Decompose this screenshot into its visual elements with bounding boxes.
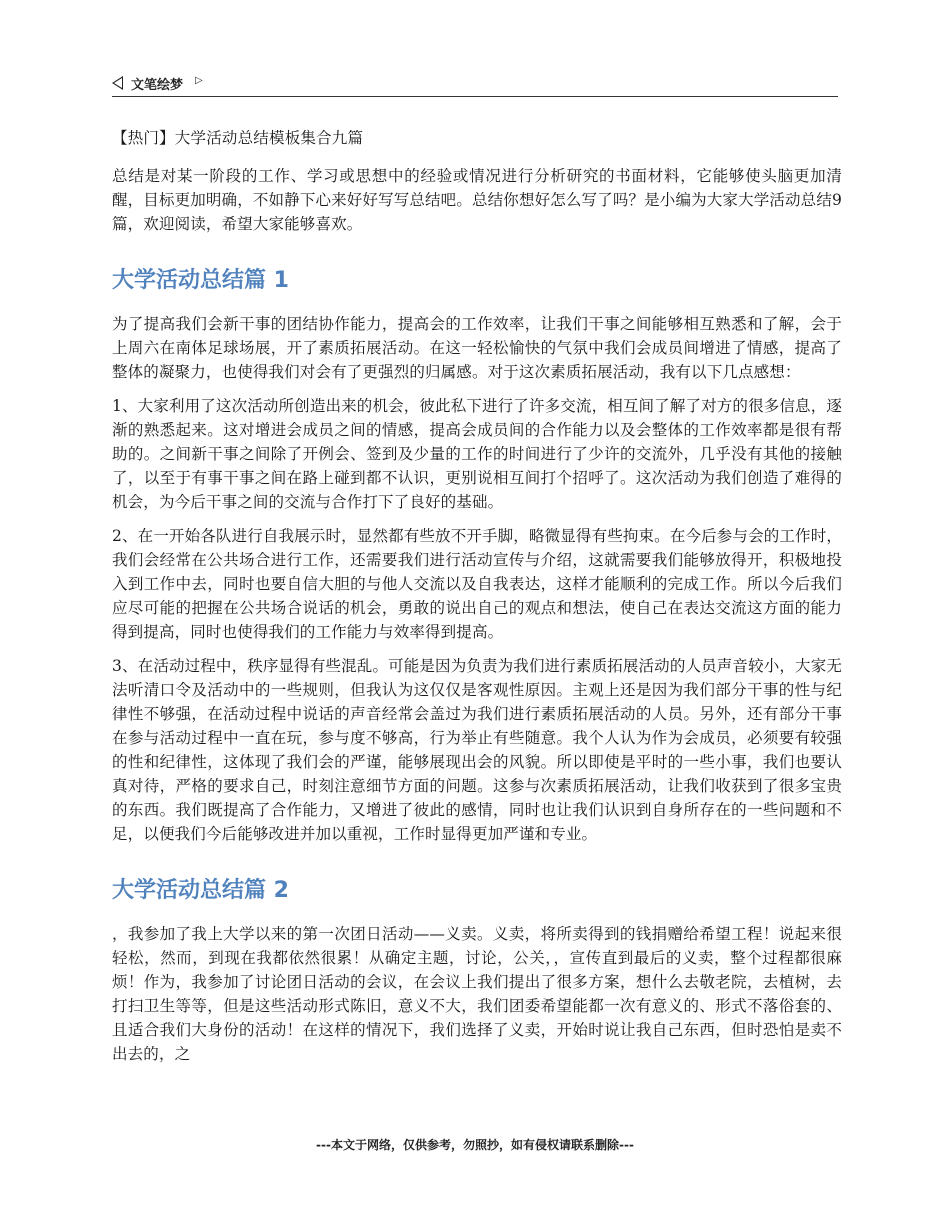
section1-paragraph: 1、大家利用了这次活动所创造出来的机会，彼此私下进行了许多交流，相互间了解了对方的很多信息，逐渐的熟悉起来。这对增进会成员之间的情感，提高会成员间的合作能力以及会整体的工作效率都是很有帮助的。之间新干事之间除了开例会、签到及少量的工作的时间进行了少许的交流外，几乎没有其他的接触了，以至于有事干事之间在路上碰到都不认识，更别说相互间打个招呼了。这次活动为我们创造了难得的机会，为今后干事之间的交流与合作打下了良好的基础。 xyxy=(112,397,842,511)
triangle-right-icon: ▷ xyxy=(195,74,203,86)
triangle-left-icon xyxy=(112,76,123,90)
section2-paragraph: ，我参加了我上大学以来的第一次团日活动——义卖。义卖，将所卖得到的钱捐赠给希望工程！说起来很轻松，然而，到现在我都依然很累！从确定主题，讨论，公关，，宣传直到最后的义卖，整个过程都很麻烦！作为，我参加了讨论团日活动的会议，在会议上我们提出了很多方案，想什么去敬老院，去植树，去打扫卫生等等，但是这些活动形式陈旧，意义不大，我们团委希望能都一次有意义的、形式不落俗套的、且适合我们大身份的活动！在这样的情况下，我们选择了义卖，开始时说让我自己东西，但时恐怕是卖不出去的，之 xyxy=(112,925,842,1063)
section-heading-2: 大学活动总结篇 2 xyxy=(112,878,289,903)
section1-paragraph: 2、在一开始各队进行自我展示时，显然都有些放不开手脚，略微显得有些拘束。在今后参与会的工作时，我们会经常在公共场合进行工作，还需要我们进行活动宣传与介绍，这就需要我们能够放得开，积极地投入到工作中去，同时也要自信大胆的与他人交流以及自我表达，这样才能顺利的完成工作。所以今后我们应尽可能的把握在公共场合说话的机会，勇敢的说出自己的观点和想法，使自己在表达交流这方面的能力得到提高，同时也使得我们的工作能力与效率得到提高。 xyxy=(112,527,842,641)
section1-paragraph: 为了提高我们会新干事的团结协作能力，提高会的工作效率，让我们干事之间能够相互熟悉和了解，会于上周六在南体足球场展，开了素质拓展活动。在这一轻松愉快的气氛中我们会成员间增进了情感，提高了整体的凝聚力，也使得我们对会有了更强烈的归属感。对于这次素质拓展活动，我有以下几点感想： xyxy=(112,315,842,381)
footer-notice: ---本文于网络，仅供参考，勿照抄，如有侵权请联系删除--- xyxy=(316,1138,634,1152)
brand-name: 文笔绘梦 xyxy=(131,77,184,93)
section-heading-1: 大学活动总结篇 1 xyxy=(112,268,289,293)
section1-paragraph: 3、在活动过程中，秩序显得有些混乱。可能是因为负责为我们进行素质拓展活动的人员声音较小，大家无法听清口令及活动中的一些规则，但我认为这仅仅是客观性原因。主观上还是因为我们部分干事的性与纪律性不够强，在活动过程中说话的声音经常会盖过为我们进行素质拓展活动的人员。另外，还有部分干事在参与活动过程中一直在玩，参与度不够高，行为举止有些随意。我个人认为作为会成员，必须要有较强的性和纪律性，这体现了我们会的严谨，能够展现出会的风貌。所以即使是平时的一些小事，我们也要认真对待，严格的要求自己，时刻注意细节方面的问题。这参与次素质拓展活动，让我们收获到了很多宝贵的东西。我们既提高了合作能力，又增进了彼此的感情，同时也让我们认识到自身所存在的一些问题和不足，以便我们今后能够改进并加以重视，工作时显得更加严谨和专业。 xyxy=(112,657,842,843)
document-title: 【热门】大学活动总结模板集合九篇 xyxy=(112,129,364,147)
document-body xyxy=(112,118,842,1076)
intro-paragraph: 总结是对某一阶段的工作、学习或思想中的经验或情况进行分析研究的书面材料，它能够使头脑更加清醒，目标更加明确，不如静下心来好好写写总结吧。总结你想好怎么写了吗？是小编为大家大学活动总结9篇，欢迎阅读，希望大家能够喜欢。 xyxy=(112,167,842,233)
page-header xyxy=(112,70,838,97)
